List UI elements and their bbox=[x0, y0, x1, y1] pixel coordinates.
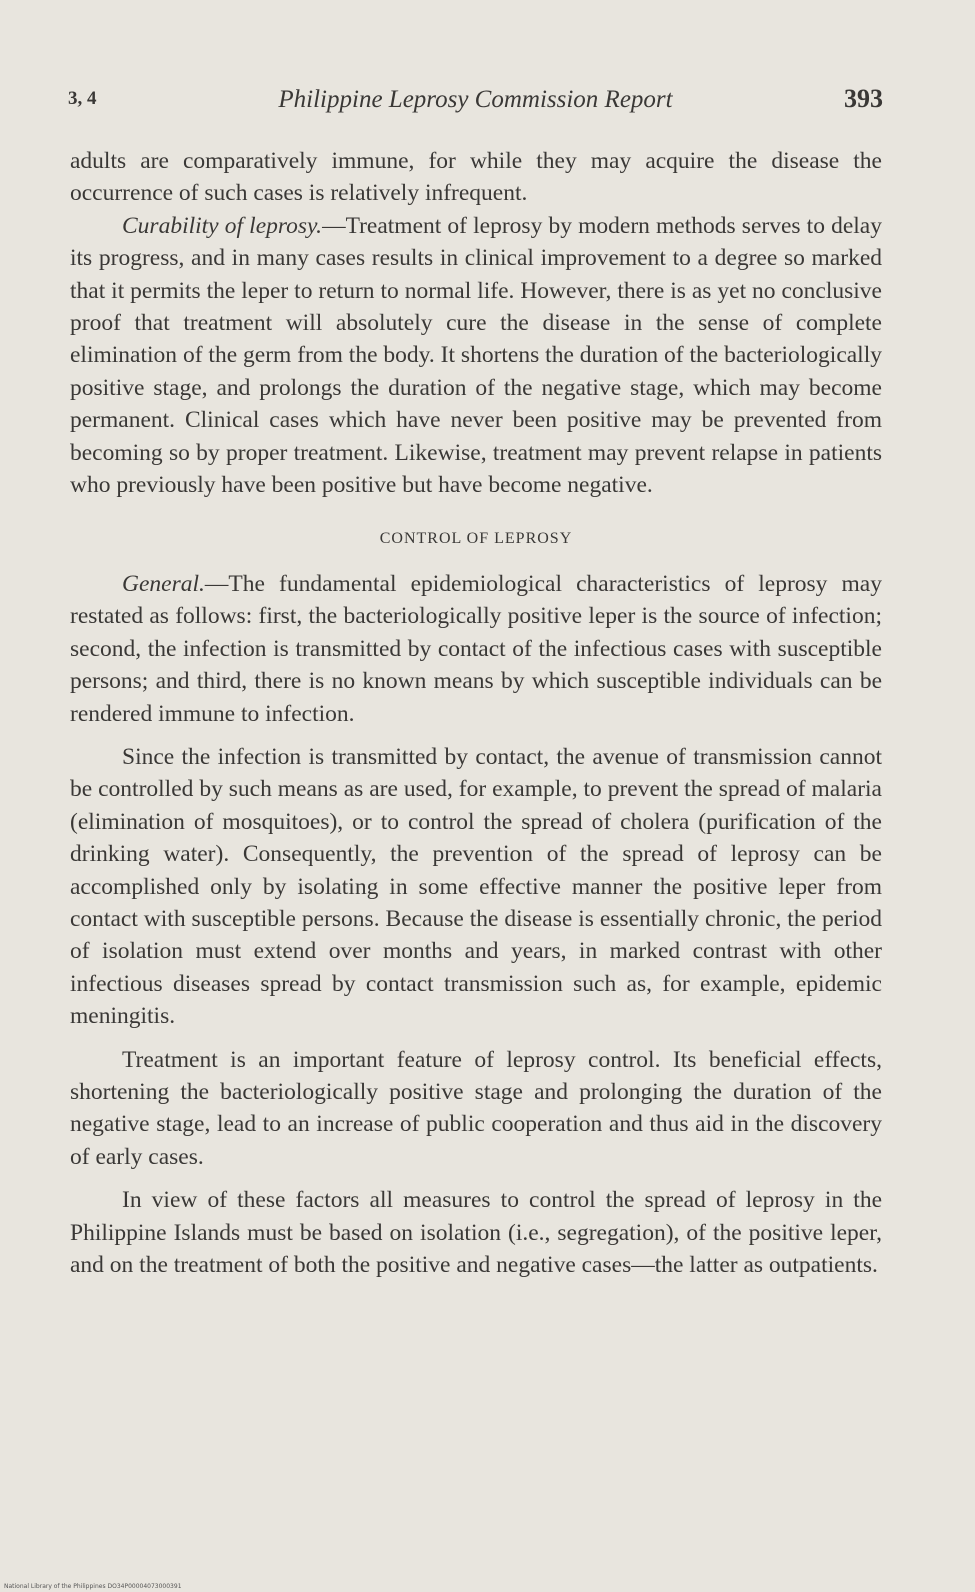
running-title: Philippine Leprosy Commission Report bbox=[278, 86, 673, 113]
paragraph-5: Treatment is an important feature of leprosy control. Its beneficial effects, shortening the bacteriologically positive stage and prolonging the duration of the negative stage, lead to an increase of public cooperation and thus aid in the discovery of early cases. bbox=[70, 1046, 882, 1170]
page-header bbox=[68, 82, 883, 122]
section-number: 3, 4 bbox=[68, 88, 97, 109]
paragraph-lead-curability: Curability of leprosy. bbox=[122, 212, 323, 239]
paragraph-body-curability: —Treatment of leprosy by modern methods serves to delay its progress, and in many cases results in clinical improvement to a degree so marked that it permits the leper to return to normal life. However, there is as yet no conclusive proof that treatment will absolutely cure the disease in the sense of complete elimination of the germ from the body. It shortens the duration of the bacteriologically positive stage, and prolongs the duration of the negative stage, which may become permanent. Clinical cases which have never been positive may be prevented from becoming so by proper treatment. Likewise, treatment may prevent relapse in patients who previously have been positive but have become negative. bbox=[70, 212, 882, 499]
paragraph-general bbox=[70, 568, 882, 730]
paragraph-lead-general: General. bbox=[122, 570, 205, 597]
section-heading: CONTROL OF LEPROSY bbox=[379, 530, 573, 548]
paragraph-1: adults are comparatively immune, for while they may acquire the disease the occurrence of such cases is relatively infrequent. bbox=[70, 148, 882, 207]
body-text bbox=[70, 145, 882, 1281]
paragraph-curability bbox=[70, 210, 882, 502]
footer-source-note: National Library of the Philippines DO34P00004073000391 bbox=[4, 1583, 182, 1590]
paragraph-4: Since the infection is transmitted by contact, the avenue of transmission cannot be controlled by such means as are used, for example, to prevent the spread of malaria (elimination of mosquitoes), or to control the spread of cholera (purification of the drinking water). Consequently, the prevention of the spread of leprosy can be accomplished only by isolating in some effective manner the positive leper from contact with susceptible persons. Because the disease is essentially chronic, the period of isolation must extend over months and years, in marked contrast with other infectious diseases spread by contact transmission such as, for example, epidemic meningitis. bbox=[70, 743, 882, 1030]
paragraph-body-general: —The fundamental epidemiological characteristics of leprosy may restated as follows: first, the bacteriologically positive leper is the source of infection; second, the infection is transmitted by contact of the infectious cases with susceptible persons; and third, there is no known means by which susceptible individuals can be rendered immune to infection. bbox=[70, 570, 882, 727]
page-number: 393 bbox=[844, 84, 883, 113]
paragraph-6: In view of these factors all measures to control the spread of leprosy in the Philippine Islands must be based on isolation (i.e., segregation), of the positive leper, and on the treatment of both the positive and negative cases—the latter as outpatients. bbox=[70, 1187, 882, 1278]
